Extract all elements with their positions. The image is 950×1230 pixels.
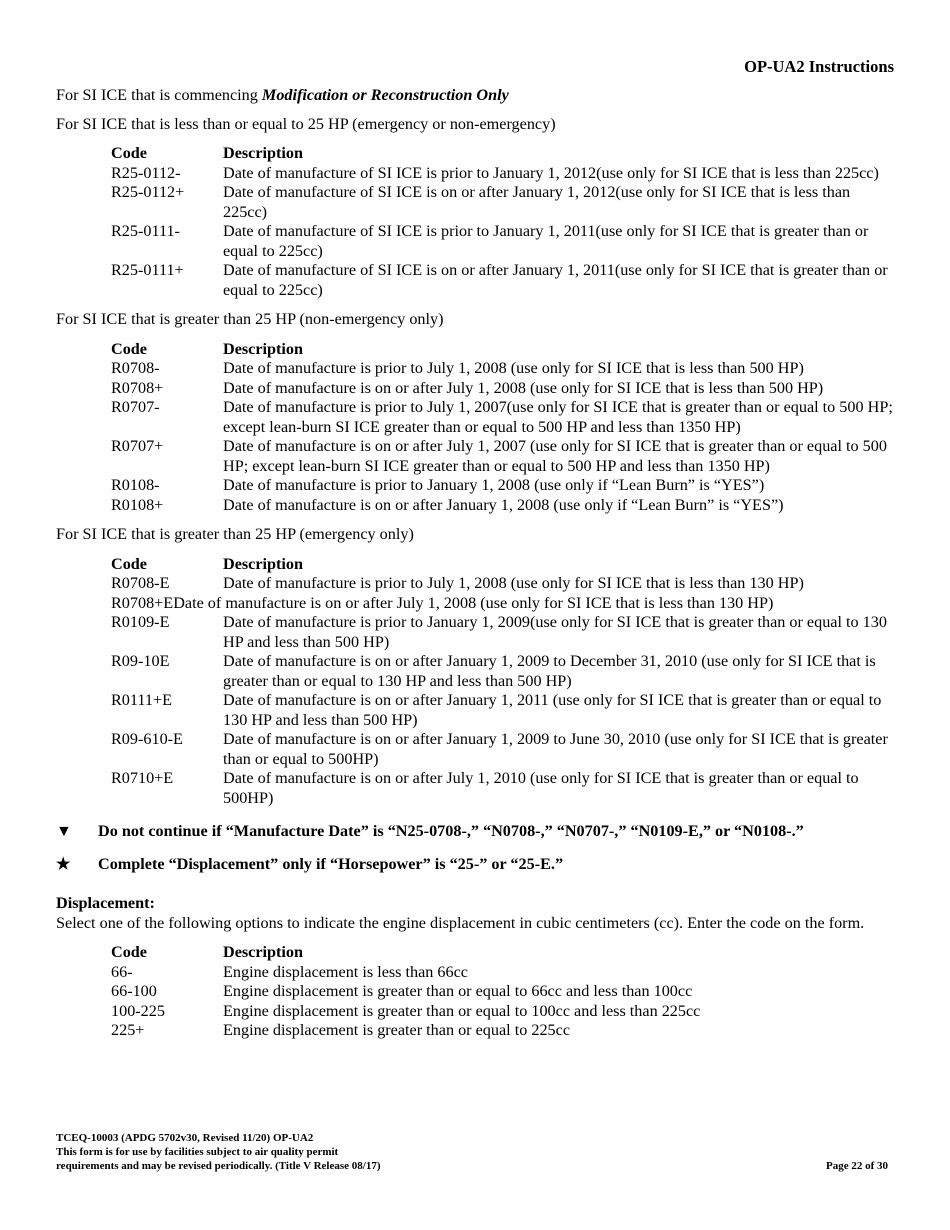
code-table [111,340,896,516]
row-description: Date of manufacture is prior to July 1, 2008 (use only for SI ICE that is less than 500 HP) [223,359,804,377]
row-code: R0710+E [111,769,174,787]
displacement-heading: Displacement: [56,894,155,912]
row-description: Engine displacement is greater than or equal to 225cc [223,1021,571,1039]
column-header-description: Description [223,943,304,961]
table-row [111,691,896,730]
row-description: Date of manufacture is on or after January 1, 2011 (use only for SI ICE that is greater than or equal to 130 HP and less than 500 HP) [223,691,882,729]
row-code: 100-225 [111,1001,165,1020]
table-row [111,574,896,594]
footer [56,1131,380,1173]
code-table [111,555,896,809]
table-row [111,769,896,808]
table-row [111,261,896,300]
row-code: R25-0112- [111,163,181,182]
table-row [111,476,896,496]
document-body [56,86,896,1051]
note-item [56,822,896,842]
table-row [111,1021,896,1041]
row-code: R0708- [111,359,160,377]
section-heading: For SI ICE that is less than or equal to 25 HP (emergency or non-emergency) [56,114,556,133]
table-header-row [111,144,896,164]
notes [56,822,896,874]
row-code: R09-10E [111,652,170,670]
table-header-row [111,340,896,360]
row-code: R0707- [111,398,160,416]
row-code: R0109-E [111,613,170,631]
section-heading: For SI ICE that is greater than 25 HP (emergency only) [56,525,414,543]
row-code: R0708-E [111,574,170,592]
column-header-code: Code [111,144,147,162]
row-description: Date of manufacture is on or after July 1, 2007 (use only for SI ICE that is greater than or equal to 500 HP; except lean-burn SI ICE greater than or equal to 500 HP and less than 1350 HP) [223,437,887,475]
row-description: Date of manufacture is prior to January 1, 2008 (use only if “Lean Burn” is “YES”) [223,476,765,494]
row-description: Date of manufacture of SI ICE is prior to January 1, 2012(use only for SI ICE that is less than 225cc) [223,163,879,182]
column-header-description: Description [223,144,304,162]
note-text: Do not continue if “Manufacture Date” is “N25-0708-,” “N0708-,” “N0707-,” “N0109-E,” or “N0108-.” [98,822,804,840]
row-code: R25-0112+ [111,183,185,201]
row-code: 66-100 [111,982,157,1000]
table-row [111,496,896,516]
table-row [111,379,896,399]
row-description: Date of manufacture is prior to July 1, 2008 (use only for SI ICE that is less than 130 HP) [223,574,804,592]
row-code: R0708+ [111,378,164,397]
row-code: R0108- [111,476,160,494]
row-code: R0108+ [111,495,164,514]
row-description: Date of manufacture of SI ICE is on or after January 1, 2012(use only for SI ICE that is less than 225cc) [223,183,851,221]
intro-emphasis: Modification or Reconstruction Only [261,86,509,104]
table-row [111,730,896,769]
row-description: Engine displacement is less than 66cc [223,962,468,981]
row-code: 66- [111,962,133,981]
row-description: Date of manufacture is prior to July 1, 2007(use only for SI ICE that is greater than or equal to 500 HP; except lean-burn SI ICE greater than or equal to 500 HP and less than 1350 HP) [223,398,893,436]
table-row [111,1002,896,1022]
intro-prefix: For SI ICE that is commencing [56,86,262,104]
column-header-code: Code [111,339,147,358]
row-code: R09-610-E [111,730,183,748]
row-description: Date of manufacture of SI ICE is on or after January 1, 2011(use only for SI ICE that is greater than or equal to 225cc) [223,261,888,299]
row-code: 225+ [111,1021,145,1039]
column-header-description: Description [223,339,304,358]
row-code: R25-0111- [111,222,180,240]
column-header-code: Code [111,943,147,961]
table-row [111,183,896,222]
down-triangle-icon: ▼ [56,823,72,840]
note-text: Complete “Displacement” only if “Horsepower” is “25-” or “25-E.” [98,854,564,873]
section-heading: For SI ICE that is greater than 25 HP (non-emergency only) [56,310,444,328]
row-description: Date of manufacture is on or after July 1, 2010 (use only for SI ICE that is greater than or equal to 500HP) [223,769,859,807]
footer-usage-line: This form is for use by facilities subject to air quality permit [56,1146,339,1158]
footer-release-line: requirements and may be revised periodically. (Title V Release 08/17) [56,1160,381,1172]
displacement-instructions: Select one of the following options to indicate the engine displacement in cubic centimeters (cc). Enter the code on the form. [56,913,865,932]
row-description: Date of manufacture is on or after January 1, 2008 (use only if “Lean Burn” is “YES”) [223,495,784,514]
star-icon: ★ [56,855,71,873]
row-code-description-cell [111,594,896,614]
table-row [111,359,896,379]
row-description: Date of manufacture is on or after January 1, 2009 to December 31, 2010 (use only for SI ICE that is greater than or equal to 130 HP and less than 500 HP) [223,652,876,690]
row-description: Date of manufacture of SI ICE is prior to January 1, 2011(use only for SI ICE that is greater than or equal to 225cc) [223,222,869,260]
displacement-code-table [111,943,896,1041]
table-row [111,652,896,691]
table-row [111,963,896,983]
row-description: Date of manufacture is on or after January 1, 2009 to June 30, 2010 (use only for SI ICE that is greater than or equal to 500HP) [223,730,888,768]
table-header-row [111,555,896,575]
column-header-description: Description [223,554,304,573]
table-row [111,613,896,652]
row-description: Date of manufacture is on or after July 1, 2008 (use only for SI ICE that is less than 500 HP) [223,378,824,397]
page-number: Page 22 of 30 [825,1160,888,1172]
column-header-code: Code [111,554,147,573]
code-table [111,144,896,300]
intro-line [56,86,896,106]
row-description: Date of manufacture is on or after July 1, 2008 (use only for SI ICE that is less than 130 HP) [173,593,774,612]
table-row [111,982,896,1002]
row-code: R25-0111+ [111,261,184,279]
code-sections [56,115,896,809]
row-description: Engine displacement is greater than or equal to 100cc and less than 225cc [223,1001,701,1020]
row-code: R0708+E [111,593,174,612]
table-row [111,437,896,476]
table-row [111,222,896,261]
footer-form-id: TCEQ-10003 (APDG 5702v30, Revised 11/20) OP-UA2 [56,1132,314,1144]
row-description: Engine displacement is greater than or equal to 66cc and less than 100cc [223,982,693,1000]
table-row [111,164,896,184]
row-code: R0707+ [111,437,164,455]
note-item [56,855,896,875]
table-row [111,398,896,437]
table-row [111,594,896,614]
table-header-row [111,943,896,963]
row-code: R0111+E [111,691,172,709]
row-description: Date of manufacture is prior to January 1, 2009(use only for SI ICE that is greater than or equal to 130 HP and less than 500 HP) [223,613,887,651]
page-header-title: OP-UA2 Instructions [744,57,894,76]
